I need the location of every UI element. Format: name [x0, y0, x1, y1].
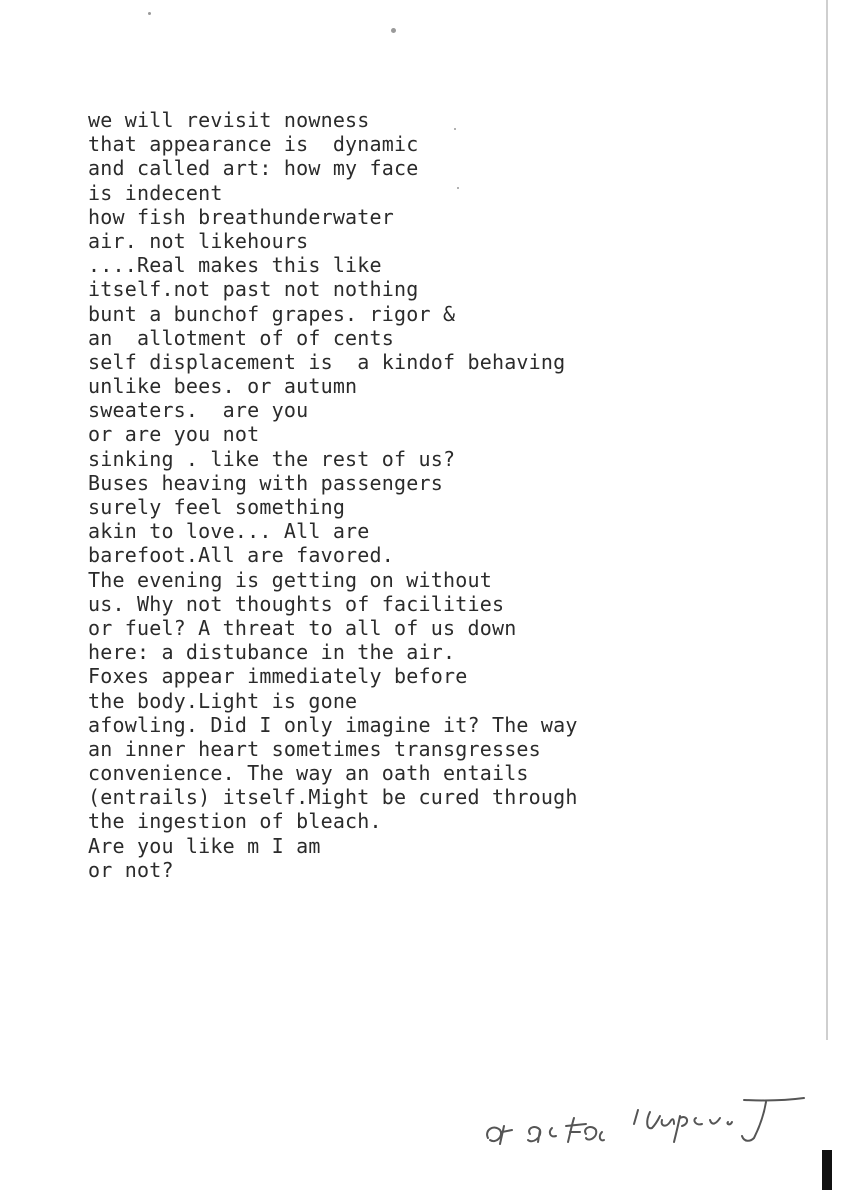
poem-line: convenience. The way an oath entails: [88, 761, 529, 786]
poem-line: or are you not: [88, 422, 260, 447]
poem-line: or not?: [88, 857, 174, 882]
poem-line: is indecent: [88, 180, 223, 205]
poem-line: that appearance is dynamic: [88, 132, 419, 157]
poem-line: the body.Light is gone: [88, 688, 358, 713]
scan-speck: [148, 12, 151, 15]
page-edge-line: [826, 0, 828, 1040]
poem-line: Buses heaving with passengers: [88, 470, 443, 495]
scan-edge-shadow: [822, 1150, 832, 1190]
poem-line: and called art: how my face: [88, 156, 419, 181]
poem-text: [88, 108, 578, 882]
poem-line: akin to love... All are: [88, 519, 370, 544]
poem-line: self displacement is a kindof behaving: [88, 349, 566, 374]
poem-line: or fuel? A threat to all of us down: [88, 615, 517, 640]
poem-line: here: a distubance in the air.: [88, 640, 456, 665]
scan-speck: [391, 28, 396, 33]
poem-line: (entrails) itself.Might be cured through: [88, 785, 578, 810]
poem-line: us. Why not thoughts of facilities: [88, 591, 505, 616]
poem-line: we will revisit nowness: [88, 108, 370, 132]
poem-line: an inner heart sometimes transgresses: [88, 736, 541, 761]
poem-line: afowling. Did I only imagine it? The way: [88, 712, 578, 737]
poem-line: surely feel something: [88, 495, 346, 519]
poem-line: bunt a bunchof grapes. rigor &: [88, 301, 456, 326]
poem-line: Are you like m I am: [88, 833, 321, 858]
poem-line: itself.not past not nothing: [88, 277, 419, 302]
poem-line: ....Real makes this like: [88, 253, 382, 278]
poem-line: sinking . like the rest of us?: [88, 446, 456, 471]
poem-line: the ingestion of bleach.: [88, 809, 382, 834]
poem-line: how fish breathunderwater: [88, 204, 395, 229]
handwritten-signature: [474, 1080, 814, 1170]
poem-line: Foxes appear immediately before: [88, 664, 468, 689]
poem-line: unlike bees. or autumn: [88, 374, 358, 399]
poem-line: an allotment of of cents: [88, 325, 395, 350]
poem-line: barefoot.All are favored.: [88, 543, 395, 568]
poem-line: air. not likehours: [88, 228, 309, 253]
poem-line: The evening is getting on without: [88, 567, 492, 592]
poem-line: sweaters. are you: [88, 398, 309, 423]
